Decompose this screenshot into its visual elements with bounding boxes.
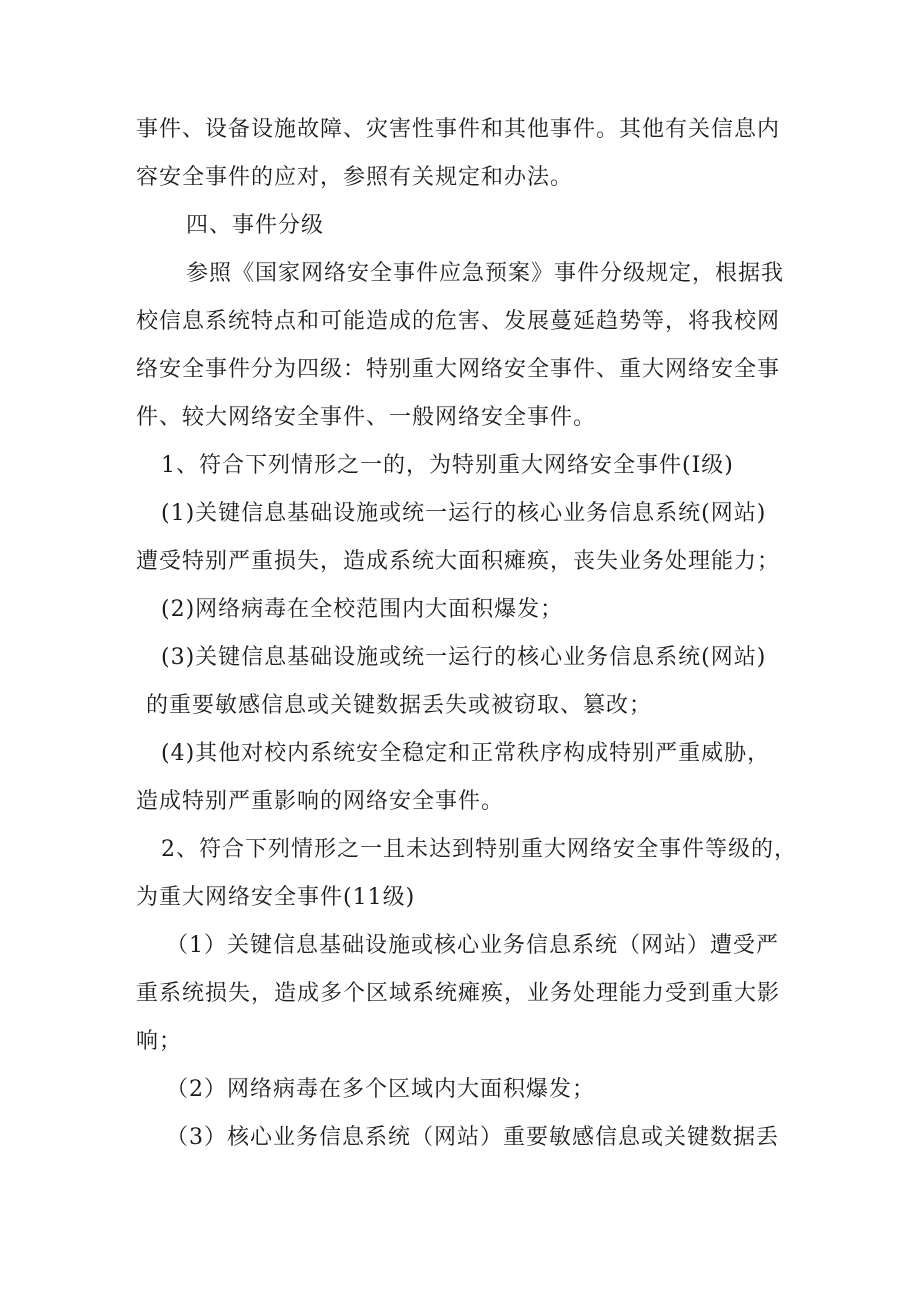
text-line-7: 件、较大网络安全事件、一般网络安全事件。 [136, 405, 597, 430]
text-line-19: 重系统损失，造成多个区域系统瘫痪，业务处理能力受到重大影 [136, 981, 781, 1006]
text-line-21: （2）网络病毒在多个区域内大面积爆发； [166, 1077, 595, 1102]
text-line-18: （1）关键信息基础设施或核心业务信息系统（网站）遭受严 [166, 933, 779, 958]
text-line-1: 事件、设备设施故障、灾害性事件和其他事件。其他有关信息内 [136, 117, 781, 142]
text-line-4: 参照《国家网络安全事件应急预案》事件分级规定，根据我 [186, 261, 785, 286]
text-line-11: (2)网络病毒在全校范围内大面积爆发； [161, 597, 564, 622]
text-line-14: (4)其他对校内系统安全稳定和正常秩序构成特别严重威胁， [161, 741, 771, 766]
text-line-22: （3）核心业务信息系统（网站）重要敏感信息或关键数据丢 [166, 1125, 779, 1150]
text-line-16: 2、符合下列情形之一且未达到特别重大网络安全事件等级的， [161, 837, 797, 862]
text-line-12: (3)关键信息基础设施或统一运行的核心业务信息系统(网站) [161, 645, 767, 670]
text-line-6: 络安全事件分为四级：特别重大网络安全事件、重大网络安全事 [136, 357, 781, 382]
text-line-2: 容安全事件的应对，参照有关规定和办法。 [136, 165, 574, 190]
text-line-10: 遭受特别严重损失，造成系统大面积瘫痪，丧失业务处理能力； [136, 549, 781, 574]
text-line-20: 响； [136, 1029, 183, 1054]
section-heading: 四、事件分级 [186, 213, 325, 238]
text-line-5: 校信息系统特点和可能造成的危害、发展蔓延趋势等，将我校网 [136, 309, 781, 334]
text-line-9: (1)关键信息基础设施或统一运行的核心业务信息系统(网站) [161, 501, 767, 526]
text-line-15: 造成特别严重影响的网络安全事件。 [136, 789, 505, 814]
text-line-13: 的重要敏感信息或关键数据丢失或被窃取、篡改； [146, 693, 653, 718]
text-line-17: 为重大网络安全事件(11级) [136, 885, 416, 910]
text-line-8: 1、符合下列情形之一的，为特别重大网络安全事件(I级) [161, 453, 734, 478]
